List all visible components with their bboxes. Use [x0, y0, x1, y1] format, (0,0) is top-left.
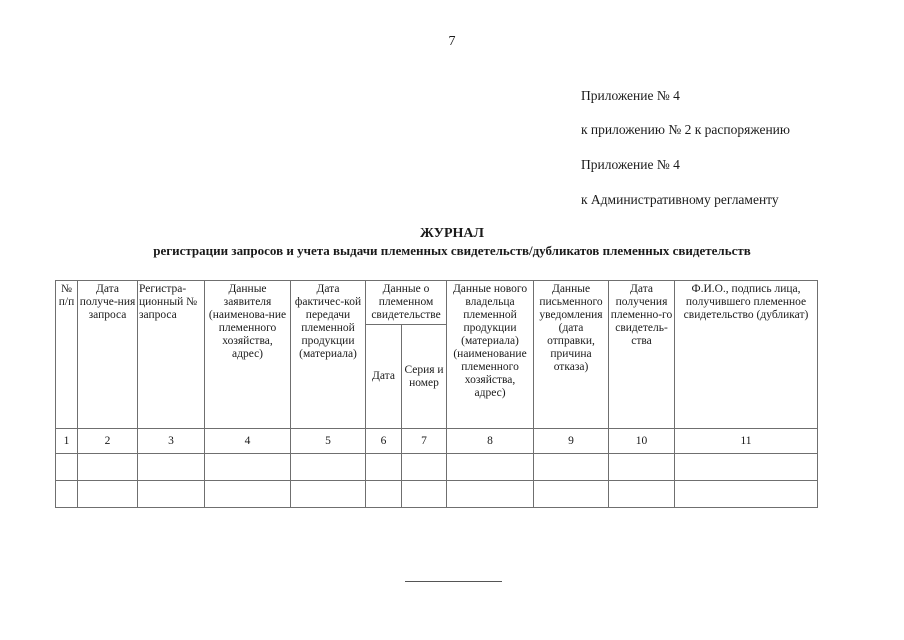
column-number: 3: [138, 429, 205, 454]
table-cell: [534, 454, 609, 481]
header-row-number: № п/п: [56, 281, 78, 429]
header-certificate-date: Дата: [366, 325, 402, 429]
table-cell: [291, 454, 366, 481]
table-cell: [205, 454, 291, 481]
column-number: 5: [291, 429, 366, 454]
table-row: [56, 454, 818, 481]
table-cell: [675, 454, 818, 481]
header-new-owner-data: Данные нового владельца племенной продукции (материала) (наименование племенного хозяйства, адрес): [447, 281, 534, 429]
header-notification-data: Данные письменного уведомления (дата отправки, причина отказа): [534, 281, 609, 429]
column-number: 10: [609, 429, 675, 454]
table-cell: [609, 454, 675, 481]
journal-subtitle: регистрации запросов и учета выдачи племенных свидетельств/дубликатов племенных свидетельств: [153, 243, 751, 258]
column-number: 2: [78, 429, 138, 454]
header-registration-number: Регистра-ционный № запроса: [138, 281, 205, 429]
header-certificate-series: Серия и номер: [402, 325, 447, 429]
table-cell: [534, 481, 609, 508]
column-number-row: [56, 429, 818, 454]
column-number: 1: [56, 429, 78, 454]
header-certificate-group: Данные о племенном свидетельстве: [366, 281, 447, 325]
table-cell: [402, 454, 447, 481]
column-number: 9: [534, 429, 609, 454]
table-cell: [291, 481, 366, 508]
header-applicant-data: Данные заявителя (наименова-ние племенного хозяйства, адрес): [205, 281, 291, 429]
table-cell: [402, 481, 447, 508]
table-cell: [56, 454, 78, 481]
appendix-line-1: Приложение № 4: [581, 88, 680, 103]
journal-table: [55, 280, 818, 508]
table-cell: [675, 481, 818, 508]
header-transfer-date: Дата фактичес-кой передачи племенной продукции (материала): [291, 281, 366, 429]
table-cell: [447, 454, 534, 481]
column-number: 8: [447, 429, 534, 454]
journal-title: ЖУРНАЛ: [420, 226, 484, 241]
appendix-line-4: к Административному регламенту: [581, 192, 779, 207]
header-receipt-date: Дата получения племенно-го свидетель-ства: [609, 281, 675, 429]
header-recipient-signature: Ф.И.О., подпись лица, получившего племенное свидетельство (дубликат): [675, 281, 818, 429]
table-cell: [447, 481, 534, 508]
column-number: 11: [675, 429, 818, 454]
table-cell: [78, 454, 138, 481]
table-cell: [138, 454, 205, 481]
footer-divider: [405, 581, 502, 582]
column-number: 4: [205, 429, 291, 454]
header-request-date: Дата получе-ния запроса: [78, 281, 138, 429]
table-cell: [138, 481, 205, 508]
column-number: 7: [402, 429, 447, 454]
appendix-line-3: Приложение № 4: [581, 157, 680, 172]
table-cell: [366, 454, 402, 481]
page-number: 7: [448, 34, 456, 49]
table-cell: [78, 481, 138, 508]
table-row: [56, 481, 818, 508]
table-cell: [205, 481, 291, 508]
table-cell: [366, 481, 402, 508]
table-cell: [56, 481, 78, 508]
column-number: 6: [366, 429, 402, 454]
appendix-line-2: к приложению № 2 к распоряжению: [581, 122, 790, 137]
table-cell: [609, 481, 675, 508]
